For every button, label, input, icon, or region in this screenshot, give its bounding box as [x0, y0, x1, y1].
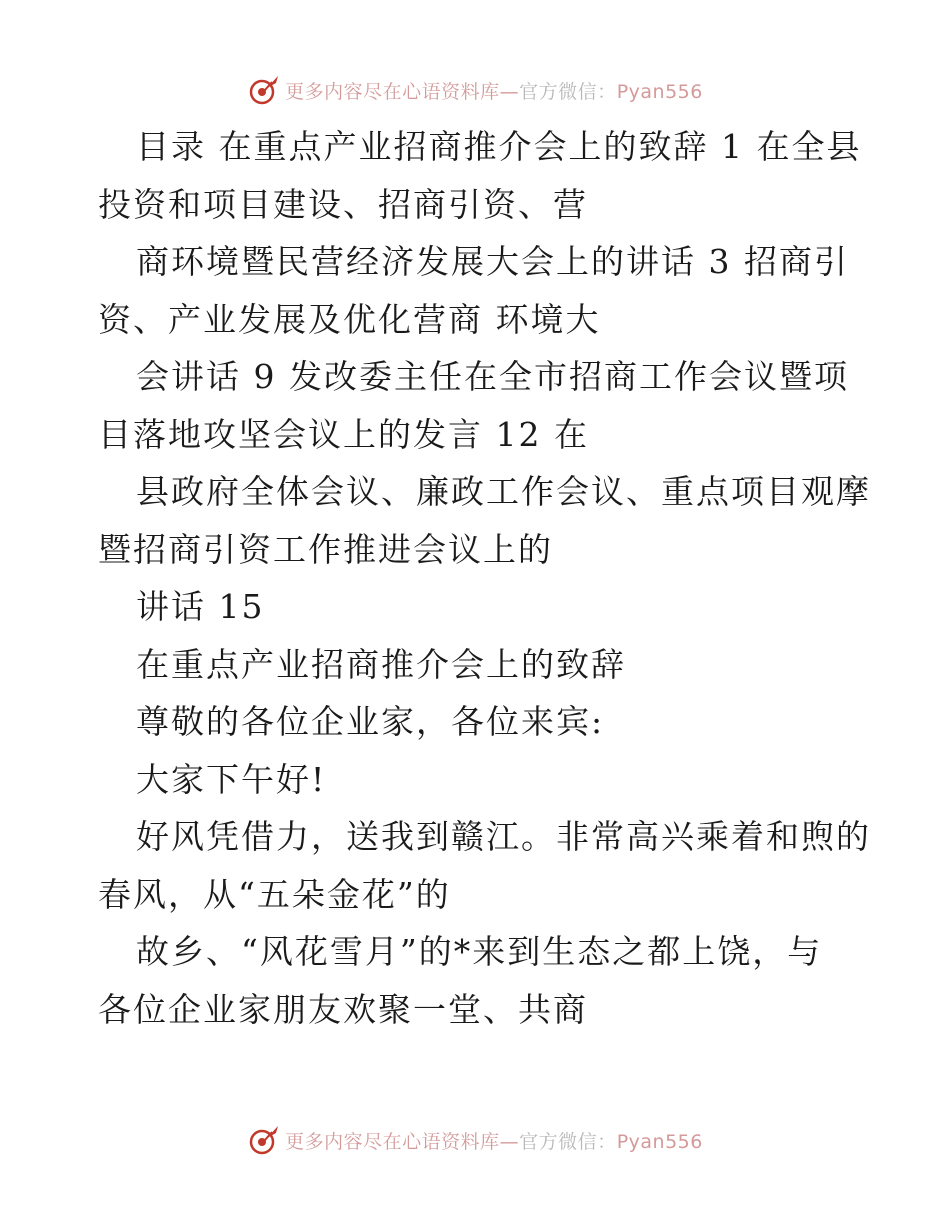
text-line: 目录 在重点产业招商推介会上的致辞 1 在全县 — [136, 127, 862, 166]
watermark-wechat-label: 官方微信： — [519, 1130, 617, 1153]
text-line: 讲话 15 — [136, 587, 265, 626]
text-line: 县政府全体会议、廉政工作会议、重点项目观摩 — [136, 472, 871, 511]
header-watermark-banner — [0, 70, 950, 110]
watermark-dash: — — [499, 1130, 520, 1153]
watermark-dash: — — [499, 80, 520, 103]
watermark-brand: 更多内容尽在心语资料库 — [285, 1130, 500, 1153]
watermark-wechat-label: 官方微信： — [519, 80, 617, 103]
watermark-text — [285, 77, 703, 104]
watermark-text — [285, 1127, 703, 1154]
text-line: 暨招商引资工作推进会议上的 — [98, 529, 553, 569]
text-line: 春风，从“五朵金花”的 — [98, 874, 451, 914]
text-line: 在重点产业招商推介会上的致辞 — [136, 644, 626, 684]
text-line: 故乡、“风花雪月”的*来到生态之都上饶，与 — [136, 932, 823, 971]
text-line: 目落地攻坚会议上的发言 12 在 — [98, 414, 589, 454]
text-line: 大家下午好! — [136, 759, 327, 799]
text-line: 好风凭借力，送我到赣江。非常高兴乘着和煦的 — [136, 817, 871, 856]
text-line: 投资和项目建设、招商引资、营 — [98, 184, 588, 224]
footer-watermark-banner — [0, 1120, 950, 1160]
watermark-brand: 更多内容尽在心语资料库 — [285, 80, 500, 103]
quill-circle-icon — [247, 73, 281, 107]
watermark-wechat-handle: Pyan556 — [616, 80, 703, 103]
text-line: 会讲话 9 发改委主任在全市招商工作会议暨项 — [136, 357, 849, 396]
document-body — [98, 118, 871, 1038]
text-line: 尊敬的各位企业家，各位来宾: — [136, 702, 605, 741]
quill-circle-icon — [247, 1123, 281, 1157]
text-line: 资、产业发展及优化营商 环境大 — [98, 299, 601, 339]
text-line: 各位企业家朋友欢聚一堂、共商 — [98, 989, 588, 1029]
text-line: 商环境暨民营经济发展大会上的讲话 3 招商引 — [136, 242, 849, 281]
watermark-wechat-handle: Pyan556 — [616, 1130, 703, 1153]
